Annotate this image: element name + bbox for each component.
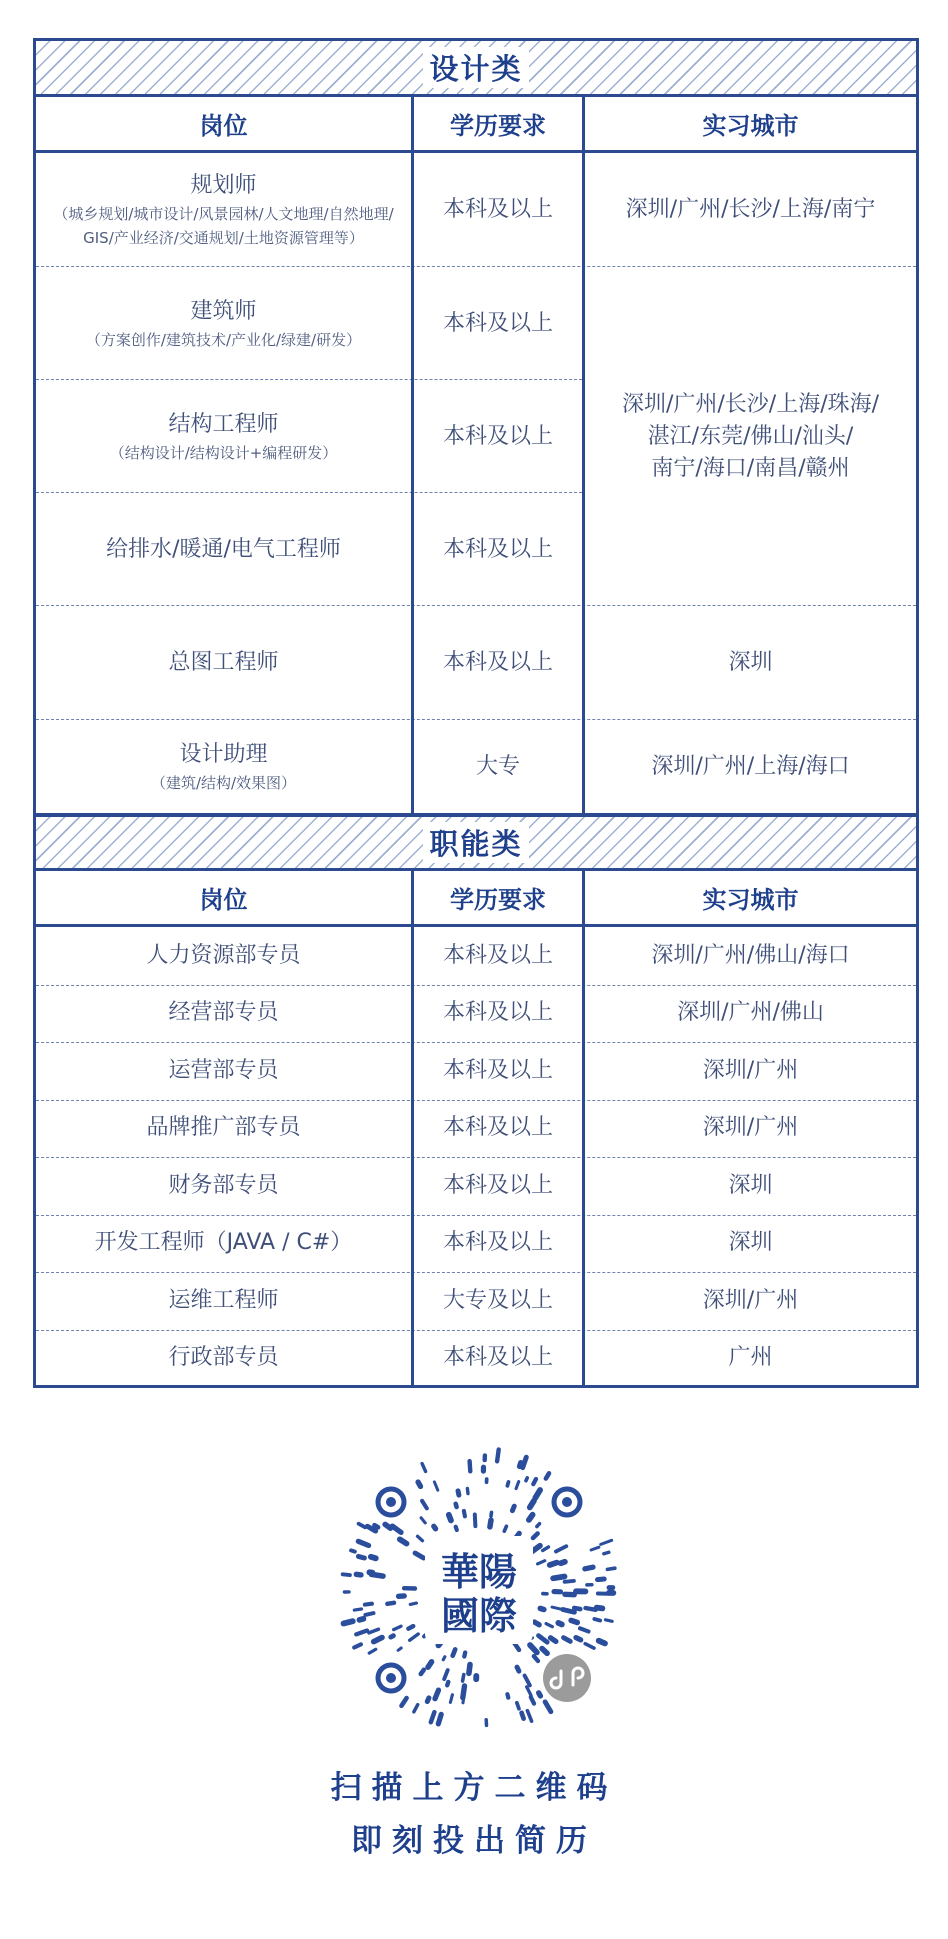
qr-dash bbox=[530, 1501, 534, 1508]
qr-dash bbox=[410, 1634, 419, 1640]
header-education: 学历要求 bbox=[450, 886, 546, 914]
qr-dash bbox=[537, 1524, 540, 1527]
position-cell bbox=[36, 380, 411, 493]
qr-dash bbox=[415, 1553, 424, 1558]
qr-dash bbox=[604, 1552, 609, 1554]
qr-dash bbox=[561, 1562, 565, 1563]
qr-dash bbox=[438, 1714, 441, 1724]
functional-header-row bbox=[36, 871, 916, 927]
qr-dash bbox=[522, 1713, 524, 1719]
qr-dash bbox=[556, 1546, 566, 1551]
design-section-title: 设计类 bbox=[423, 47, 528, 88]
table-row bbox=[36, 927, 916, 986]
qr-dash bbox=[517, 1667, 519, 1671]
position-cell: 财务部专员 bbox=[168, 1172, 279, 1198]
position-title: 建筑师 bbox=[190, 298, 257, 324]
qr-dash bbox=[540, 1608, 544, 1609]
city-cell: 深圳/广州 bbox=[702, 1287, 799, 1313]
qr-dash bbox=[491, 1512, 492, 1516]
education-cell: 本科及以上 bbox=[442, 1345, 553, 1371]
qr-dash bbox=[422, 1464, 426, 1472]
table-row bbox=[36, 153, 916, 267]
qr-dash bbox=[359, 1619, 363, 1620]
table-row bbox=[36, 1215, 916, 1274]
position-subtitle: （结构设计/结构设计+编程研发） bbox=[109, 443, 338, 462]
qr-dash bbox=[585, 1644, 594, 1648]
qr-dash bbox=[456, 1504, 457, 1507]
qr-dash bbox=[517, 1703, 519, 1709]
qr-dash bbox=[507, 1694, 508, 1698]
qr-dash bbox=[585, 1567, 593, 1569]
qr-dash bbox=[343, 1574, 350, 1575]
functional-section-title: 职能类 bbox=[423, 822, 528, 863]
qr-dash bbox=[391, 1636, 394, 1637]
qr-dash bbox=[565, 1581, 574, 1582]
qr-dash bbox=[550, 1563, 557, 1565]
position-subtitle: （城乡规划/城市设计/风景园林/人文地理/自然地理/ bbox=[53, 204, 394, 223]
column-divider bbox=[582, 97, 585, 813]
qr-dash bbox=[375, 1525, 378, 1527]
qr-dash bbox=[434, 1526, 436, 1529]
mini-program-icon bbox=[539, 1650, 595, 1706]
qr-dash bbox=[365, 1613, 373, 1615]
qr-dash bbox=[564, 1638, 571, 1642]
city-cell: 深圳/广州/长沙/上海/南宁 bbox=[625, 196, 876, 222]
qr-dash bbox=[580, 1628, 589, 1631]
design-header-row bbox=[36, 97, 916, 153]
qr-dash bbox=[504, 1526, 506, 1531]
qr-dash bbox=[344, 1621, 353, 1623]
qr-dash bbox=[526, 1478, 527, 1481]
qr-dash bbox=[398, 1648, 401, 1650]
qr-dash bbox=[435, 1690, 439, 1699]
qr-dash bbox=[553, 1577, 565, 1579]
header-city: 实习城市 bbox=[702, 112, 799, 140]
qr-dash bbox=[434, 1482, 437, 1490]
qr-dash bbox=[356, 1631, 367, 1635]
qr-dash bbox=[469, 1665, 470, 1674]
column-divider bbox=[582, 871, 585, 1385]
qr-dash bbox=[512, 1506, 514, 1511]
city-line: 南宁/海口/南昌/赣州 bbox=[651, 455, 850, 481]
qr-dash bbox=[392, 1526, 401, 1532]
qr-dash bbox=[463, 1697, 464, 1703]
column-divider bbox=[411, 97, 414, 813]
qr-dash bbox=[527, 1711, 531, 1722]
qr-dash bbox=[542, 1649, 547, 1654]
qr-dash bbox=[414, 1705, 418, 1712]
qr-dash bbox=[538, 1561, 545, 1564]
city-cell: 深圳 bbox=[728, 1172, 773, 1198]
position-subtitle: GIS/产业经济/交通规划/土地资源管理等） bbox=[83, 228, 364, 247]
qr-dash bbox=[534, 1656, 538, 1661]
qr-dash bbox=[463, 1675, 464, 1681]
qr-dash bbox=[418, 1536, 423, 1540]
qr-dash bbox=[410, 1603, 416, 1604]
qr-dash bbox=[354, 1644, 361, 1647]
position-cell: 经营部专员 bbox=[168, 1000, 279, 1026]
qr-dash bbox=[385, 1524, 390, 1528]
qr-dash bbox=[421, 1518, 425, 1523]
qr-dash bbox=[527, 1687, 531, 1696]
education-cell: 大专 bbox=[475, 753, 520, 779]
qr-dash bbox=[516, 1482, 519, 1489]
qr-dash bbox=[530, 1645, 537, 1652]
table-row bbox=[36, 985, 916, 1044]
qr-dash bbox=[599, 1641, 605, 1644]
education-cell: 本科及以上 bbox=[442, 536, 553, 562]
qr-dash bbox=[597, 1608, 603, 1609]
logo-text: 華陽 bbox=[440, 1550, 518, 1594]
qr-dash bbox=[427, 1698, 429, 1702]
education-cell: 本科及以上 bbox=[442, 1230, 553, 1256]
qr-dash bbox=[387, 1603, 394, 1604]
position-subtitle: （方案创作/建筑技术/产业化/绿建/研发） bbox=[85, 330, 362, 349]
qr-dash bbox=[529, 1515, 533, 1520]
qr-dash bbox=[365, 1604, 372, 1605]
city-cell: 深圳/广州 bbox=[702, 1115, 799, 1141]
qr-dash bbox=[444, 1670, 448, 1679]
city-cell: 深圳 bbox=[728, 1230, 773, 1256]
qr-dash bbox=[453, 1649, 456, 1655]
table-row bbox=[36, 1100, 916, 1159]
header-city: 实习城市 bbox=[702, 886, 799, 914]
qr-dash bbox=[523, 1457, 527, 1467]
qr-dash bbox=[546, 1624, 552, 1627]
row-divider bbox=[36, 379, 582, 380]
position-cell: 行政部专员 bbox=[168, 1345, 279, 1371]
qr-dash bbox=[507, 1482, 508, 1486]
qr-dash bbox=[470, 1461, 471, 1471]
qr-dash bbox=[534, 1622, 539, 1625]
education-cell: 本科及以上 bbox=[442, 1057, 553, 1083]
position-title: 给排水/暖通/电气工程师 bbox=[106, 536, 341, 562]
qr-pattern bbox=[334, 1445, 624, 1735]
column-divider bbox=[411, 871, 414, 1385]
qr-dash bbox=[475, 1515, 476, 1527]
city-cell: 深圳/广州 bbox=[702, 1057, 799, 1083]
design-section-banner bbox=[36, 41, 916, 97]
table-row bbox=[36, 607, 916, 720]
functional-table bbox=[33, 814, 919, 1388]
qr-dash bbox=[546, 1473, 549, 1478]
header-position: 岗位 bbox=[199, 112, 248, 140]
qr-dash bbox=[369, 1649, 376, 1653]
qr-dash bbox=[422, 1501, 427, 1508]
position-subtitle: （建筑/结构/效果图） bbox=[150, 773, 297, 792]
qr-dash bbox=[490, 1520, 491, 1527]
qr-dash bbox=[394, 1626, 401, 1629]
table-row bbox=[36, 1157, 916, 1216]
education-cell: 本科及以上 bbox=[442, 423, 553, 449]
row-divider bbox=[36, 492, 582, 493]
qr-dash bbox=[558, 1623, 561, 1625]
position-cell bbox=[36, 607, 411, 719]
qr-dash bbox=[374, 1638, 382, 1642]
qr-dash bbox=[545, 1702, 551, 1712]
position-cell: 人力资源部专员 bbox=[146, 942, 301, 968]
city-cell: 深圳/广州/上海/海口 bbox=[651, 753, 850, 779]
city-line: 湛江/东莞/佛山/汕头/ bbox=[647, 423, 854, 449]
city-cell: 广州 bbox=[728, 1345, 773, 1371]
qr-dash bbox=[449, 1515, 451, 1521]
position-cell: 品牌推广部专员 bbox=[146, 1115, 301, 1141]
qr-dash bbox=[359, 1524, 366, 1528]
city-line: 深圳/广州/长沙/上海/珠海/ bbox=[621, 391, 880, 417]
qr-dash bbox=[533, 1534, 538, 1539]
city-cell: 深圳 bbox=[728, 650, 773, 675]
cta-line-1: 扫描上方二维码 bbox=[330, 1770, 618, 1806]
qr-dash bbox=[591, 1547, 599, 1550]
qr-dash bbox=[571, 1620, 577, 1622]
position-cell bbox=[36, 493, 411, 606]
qr-dash bbox=[497, 1450, 499, 1462]
functional-section-banner bbox=[36, 817, 916, 871]
position-cell: 运营部专员 bbox=[168, 1057, 279, 1083]
qr-dash bbox=[539, 1693, 541, 1696]
position-cell bbox=[36, 720, 411, 813]
qr-dash bbox=[369, 1629, 379, 1633]
qr-dash bbox=[431, 1712, 435, 1722]
qr-dash bbox=[533, 1479, 536, 1484]
qr-dash bbox=[601, 1540, 612, 1544]
qr-dash bbox=[535, 1490, 540, 1498]
qr-dash bbox=[354, 1609, 361, 1610]
qr-dash bbox=[447, 1682, 448, 1685]
qr-dash bbox=[356, 1574, 361, 1575]
education-cell: 本科及以上 bbox=[442, 310, 553, 336]
position-title: 总图工程师 bbox=[168, 650, 279, 675]
design-table bbox=[33, 38, 919, 816]
position-title: 结构工程师 bbox=[168, 411, 279, 437]
position-cell: 运维工程师 bbox=[168, 1287, 279, 1313]
qr-dash bbox=[402, 1698, 407, 1706]
position-cell: 开发工程师（JAVA / C#） bbox=[94, 1230, 353, 1256]
qr-dash bbox=[408, 1626, 413, 1629]
qr-dash bbox=[421, 1670, 424, 1674]
qr-dash bbox=[539, 1636, 548, 1643]
education-cell: 本科及以上 bbox=[442, 196, 553, 222]
qr-dash bbox=[543, 1547, 549, 1551]
cta-line-2: 即刻投出简历 bbox=[351, 1823, 597, 1859]
education-cell: 本科及以上 bbox=[442, 942, 553, 968]
table-row bbox=[36, 1042, 916, 1101]
education-cell: 本科及以上 bbox=[442, 650, 553, 675]
education-cell: 大专及以上 bbox=[442, 1287, 553, 1313]
qr-dash bbox=[458, 1491, 459, 1495]
qr-dash bbox=[400, 1539, 407, 1543]
table-row bbox=[36, 1272, 916, 1331]
qr-dash bbox=[531, 1697, 534, 1704]
qr-dash bbox=[606, 1620, 613, 1622]
qr-dash bbox=[358, 1541, 368, 1545]
education-cell: 本科及以上 bbox=[442, 1115, 553, 1141]
qr-dash bbox=[358, 1556, 364, 1558]
qr-dash bbox=[574, 1608, 580, 1609]
qr-dash bbox=[467, 1489, 468, 1494]
city-cell: 深圳/广州/佛山 bbox=[677, 1000, 824, 1026]
qr-dash bbox=[594, 1619, 600, 1621]
qr-dash bbox=[607, 1568, 615, 1569]
table-row bbox=[36, 720, 916, 813]
qr-dash bbox=[598, 1579, 605, 1580]
qr-dash bbox=[525, 1676, 530, 1686]
qr-dash bbox=[464, 1511, 465, 1516]
city-cell: 深圳/广州/佛山/海口 bbox=[651, 942, 850, 968]
position-cell bbox=[36, 153, 411, 266]
qr-dash bbox=[576, 1638, 581, 1640]
education-cell: 本科及以上 bbox=[442, 1000, 553, 1026]
header-position: 岗位 bbox=[199, 886, 248, 914]
header-education: 学历要求 bbox=[450, 112, 546, 140]
qr-dash bbox=[418, 1482, 420, 1486]
education-cell: 本科及以上 bbox=[442, 1172, 553, 1198]
qr-dash bbox=[515, 1643, 520, 1650]
logo-text: 國際 bbox=[440, 1594, 518, 1638]
qr-dash bbox=[519, 1463, 520, 1467]
qr-dash bbox=[464, 1653, 465, 1657]
position-title: 规划师 bbox=[190, 172, 257, 198]
position-title: 设计助理 bbox=[179, 741, 268, 767]
city-cell-merged bbox=[585, 267, 916, 606]
table-row bbox=[36, 1330, 916, 1388]
qr-dash bbox=[551, 1638, 556, 1642]
qr-dash bbox=[563, 1610, 575, 1613]
qr-dash bbox=[443, 1657, 445, 1660]
qr-dash bbox=[371, 1557, 376, 1559]
position-cell bbox=[36, 267, 411, 380]
qr-dash bbox=[428, 1662, 432, 1667]
qr-dash bbox=[456, 1527, 457, 1530]
qr-dash bbox=[351, 1550, 355, 1551]
qr-dash bbox=[450, 1695, 452, 1703]
mini-program-qr-code[interactable] bbox=[334, 1445, 624, 1735]
